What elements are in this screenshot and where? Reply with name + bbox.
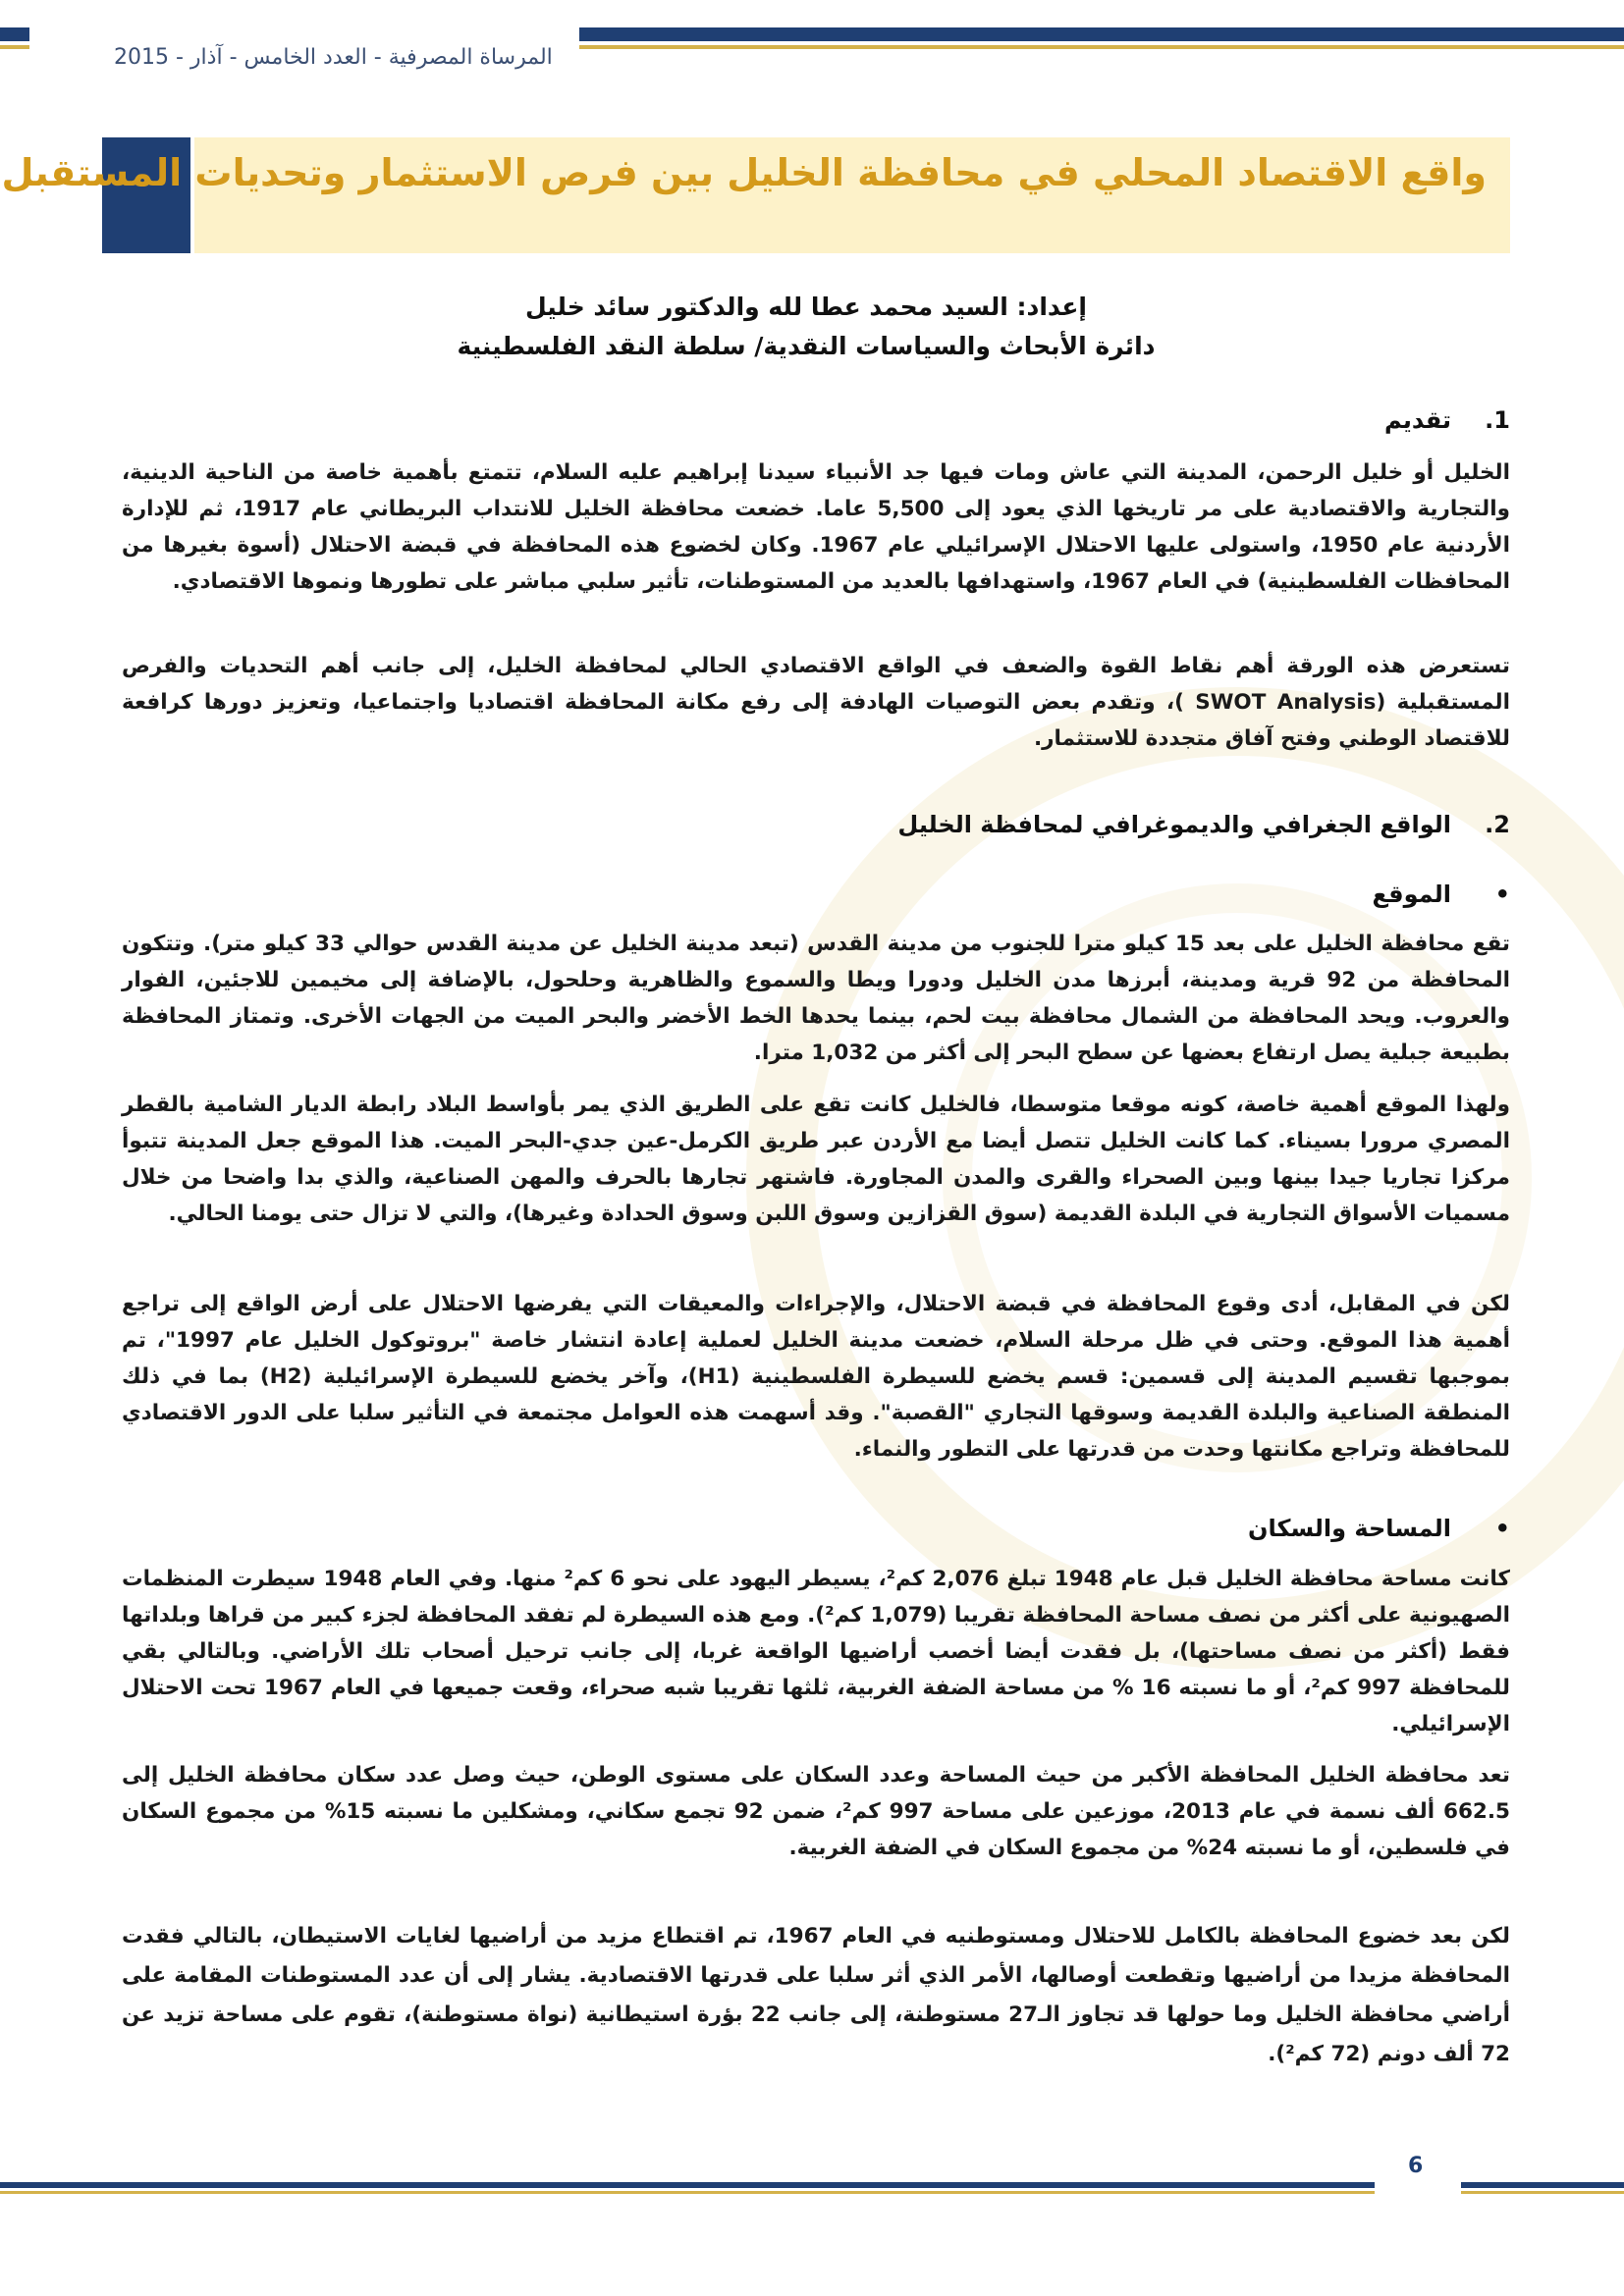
paragraph-location-3: لكن في المقابل، أدى وقوع المحافظة في قبضة الاحتلال، والإجراءات والمعيقات التي يفرضها الاحتلال على أرض الواقع إلى تراجع أهمية هذا الموقع. وحتى في ظل مرحلة السلام، خضعت مدينة الخليل لعملية إعادة انتشار خاصة "بروتوكول الخليل عام 1997"، تم بموجبها تقسيم المدينة إلى قسمين: قسم يخضع للسيطرة الفلسطينية (H1)، وآخر يخضع للسيطرة الإسرائيلية (H2) بما في ذلك المنطقة الصناعية والبلدة القديمة وسوقها التجاري "القصبة". وقد أسهمت هذه العوامل مجتمعة في التأثير سلبا على الدور الاقتصادي للمحافظة وتراجع مكانتها وحدت من قدرتها على التطور والنماء. [122, 1292, 1511, 1462]
bottom-bar-gold-right [1461, 2191, 1624, 2194]
paragraph-intro-2: تستعرض هذه الورقة أهم نقاط القوة والضعف في الواقع الاقتصادي الحالي لمحافظة الخليل، إلى جانب أهم التحديات والفرص المستقبلية (SWOT Analysis )، وتقدم بعض التوصيات الهادفة إلى رفع مكانة المحافظة اقتصاديا واجتماعيا، وتعزيز دورها كرافعة للاقتصاد الوطني وفتح آفاق متجددة للاستثمار. [122, 654, 1510, 751]
paragraph-location-1: تقع محافظة الخليل على بعد 15 كيلو مترا للجنوب من مدينة القدس (تبعد مدينة الخليل عن مدينة القدس حوالي 33 كيلو متر). وتتكون المحافظة من 92 قرية ومدينة، أبرزها مدن الخليل ودورا ويطا والسموع والظاهرية وحلحول، بالإضافة إلى مخيمين للاجئين، الفوار والعروب. ويحد المحافظة من الشمال محافظة بيت لحم، بينما يحدها الخط الأخضر والبحر الميت من الجهات الأخرى. وتمتاز المحافظة بطبيعة جبلية يصل ارتفاع بعضها عن سطح البحر إلى أكثر من 1,032 مترا. [122, 932, 1510, 1065]
bullet-heading-area-population [1248, 1515, 1510, 1542]
authors-line: إعداد: السيد محمد عطا لله والدكتور سائد خليل [524, 293, 1087, 321]
bullet-icon: • [1494, 1515, 1510, 1542]
section-heading-intro [1384, 406, 1510, 434]
paragraph-area-1: كانت مساحة محافظة الخليل قبل عام 1948 تبلغ 2,076 كم²، يسيطر اليهود على نحو 6 كم² منها. وفي العام 1948 سيطرت المنظمات الصهيونية على أكثر من نصف مساحة المحافظة تقريبا (1,079 كم²). ومع هذه السيطرة لم تفقد المحافظة لجزء كبير من قراها وبلداتها فقط (أكثر من نصف مساحتها)، بل فقدت أيضا أخصب أراضيها الواقعة غربا، إلى جانب ترحيل أصحاب تلك الأراضي. وبالتالي بقي للمحافظة 997 كم²، أو ما نسبته 16 % من مساحة الضفة الغربية، ثلثها تقريبا شبه صحراء، وقعت جميعها في العام 1967 تحت الاحتلال الإسرائيلي. [122, 1567, 1510, 1736]
paragraph-location-2: ولهذا الموقع أهمية خاصة، كونه موقعا متوسطا، فالخليل كانت تقع على الطريق الذي يمر بأواسط البلاد رابطة الديار الشامية بالقطر المصري مرورا بسيناء. كما كانت الخليل تتصل أيضا مع الأردن عبر طريق الكرمل-عين جدي-البحر الميت. هذا الموقع جعل المدينة تتبوأ مركزا تجاريا جيدا بينها وبين الصحراء والقرى والمدن المجاورة. فاشتهر تجارها بالحرف والمهن الصناعية، والذي بدا واضحا من خلال مسميات الأسواق التجارية في البلدة القديمة (سوق القزازين وسوق اللبن وسوق الحدادة وغيرها)، والتي لا تزال حتى يومنا الحالي. [122, 1093, 1510, 1226]
affiliation-line: دائرة الأبحاث والسياسات النقدية/ سلطة النقد الفلسطينية [457, 332, 1156, 360]
top-bar-gold-right [579, 45, 1624, 49]
top-bar-gold-left [0, 45, 29, 49]
section-number: 1. [1485, 406, 1510, 434]
bullet-title: المساحة والسكان [1248, 1515, 1451, 1542]
paragraph-intro-1: الخليل أو خليل الرحمن، المدينة التي عاش ومات فيها جد الأنبياء سيدنا إبراهيم عليه السلام، تتمتع بأهمية خاصة من الناحية الدينية، والتجارية والاقتصادية على مر تاريخها الذي يعود إلى 5,500 عاما. خضعت محافظة الخليل للانتداب البريطاني عام 1917، ثم للإدارة الأردنية عام 1950، واستولى عليها الاحتلال الإسرائيلي عام 1967. وكان لخضوع هذه المحافظة في قبضة الاحتلال (أسوة بغيرها من المحافظات الفلسطينية) في العام 1967، واستهدافها بالعديد من المستوطنات، تأثير سلبي مباشر على تطورها ونموها الاقتصادي. [122, 460, 1511, 594]
issue-header: المرساة المصرفية - العدد الخامس - آذار - 2015 [114, 45, 553, 70]
section-heading-geography [897, 811, 1510, 838]
top-bar-right [579, 27, 1624, 41]
article-title: واقع الاقتصاد المحلي في محافظة الخليل بين فرص الاستثمار وتحديات المستقبل [1, 151, 1487, 194]
bullet-icon: • [1494, 881, 1510, 908]
bottom-bar-gold-left [0, 2191, 1375, 2194]
paragraph-area-2: تعد محافظة الخليل المحافظة الأكبر من حيث المساحة وعدد السكان على مستوى الوطن، حيث وصل عدد سكان محافظة الخليل إلى 662.5 ألف نسمة في عام 2013، موزعين على مساحة 997 كم²، ضمن 92 تجمع سكاني، ومشكلين ما نسبته 15% من مجموع السكان في فلسطين، أو ما نسبته 24% من مجموع السكان في الضفة الغربية. [122, 1763, 1510, 1860]
paragraph-area-3: لكن بعد خضوع المحافظة بالكامل للاحتلال ومستوطنيه في العام 1967، تم اقتطاع مزيد من أراضيها لغايات الاستيطان، بالتالي فقدت المحافظة مزيدا من أراضيها وتقطعت أوصالها، الأمر الذي أثر سلبا على قدرتها الاقتصادية. يشار إلى أن عدد المستوطنات المقامة على أراضي محافظة الخليل وما حولها قد تجاوز الـ27 مستوطنة، إلى جانب 22 بؤرة استيطانية (نواة مستوطنة)، تقوم على مساحة تزيد عن 72 ألف دونم (72 كم²). [122, 1924, 1510, 2066]
bottom-bar-right [1461, 2182, 1624, 2188]
bullet-heading-location [1373, 881, 1510, 908]
section-title: الواقع الجغرافي والديموغرافي لمحافظة الخليل [897, 811, 1451, 838]
bottom-bar-left [0, 2182, 1375, 2188]
section-number: 2. [1485, 811, 1510, 838]
top-bar-left [0, 27, 29, 41]
section-title: تقديم [1384, 406, 1451, 434]
bullet-title: الموقع [1372, 881, 1451, 908]
page-number: 6 [1408, 2154, 1424, 2178]
